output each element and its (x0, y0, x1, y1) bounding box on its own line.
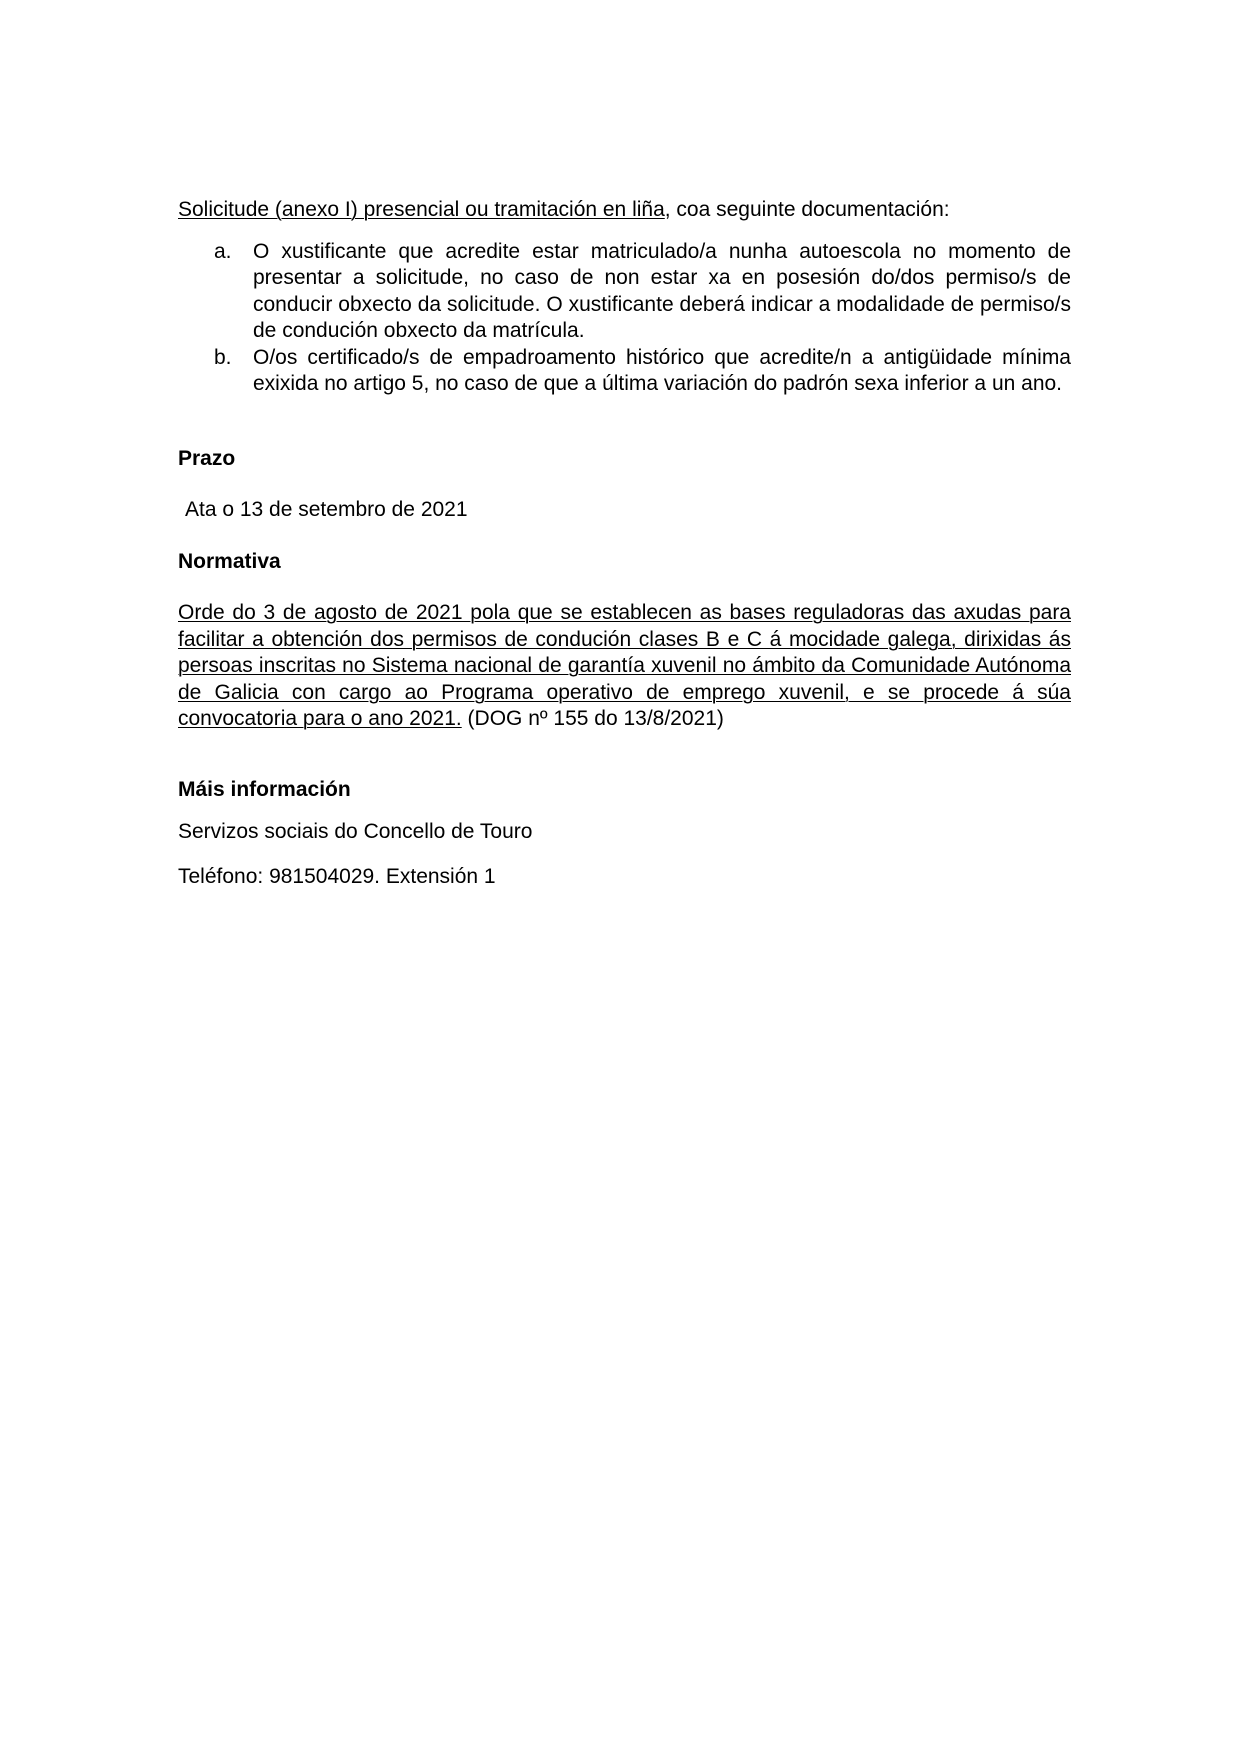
normativa-link[interactable]: Orde do 3 de agosto de 2021 pola que se establecen as bases reguladoras das axudas para facilitar a obtención dos permisos de condución clases B e C á mocidade galega, dirixidas ás persoas inscritas no Sistema nacional de garantía xuvenil no ámbito da Comunidade Autónoma de Galicia con cargo ao Programa operativo de emprego xuvenil, e se procede á súa convocatoria para o ano 2021. (178, 601, 1071, 730)
list-item-text: O/os certificado/s de empadroamento histórico que acredite/n a antigüidade mínima exixida no artigo 5, no caso de que a última variación do padrón sexa inferior a un ano. (253, 345, 1071, 395)
list-marker: b. (214, 345, 232, 369)
application-form-link[interactable]: Solicitude (anexo I) presencial ou tramitación en liña (178, 198, 665, 221)
contact-office: Servizos sociais do Concello de Touro (178, 820, 533, 843)
normativa-paragraph (178, 600, 1071, 733)
prazo-heading: Prazo (178, 446, 236, 470)
requirements-list (178, 239, 1071, 398)
intro-paragraph (178, 197, 1071, 224)
normativa-reference: (DOG nº 155 do 13/8/2021) (461, 707, 724, 730)
list-item (178, 239, 1071, 345)
intro-text: , coa seguinte documentación: (664, 198, 950, 221)
list-marker: a. (214, 239, 232, 263)
normativa-heading: Normativa (178, 549, 281, 573)
prazo-value: Ata o 13 de setembro de 2021 (185, 498, 468, 521)
contact-phone: Teléfono: 981504029. Extensión 1 (178, 864, 496, 888)
list-item (178, 345, 1071, 398)
document-page (178, 197, 1071, 890)
list-item-text: O xustificante que acredite estar matriculado/a nunha autoescola no momento de presentar a solicitude, no caso de non estar xa en posesión do/dos permiso/s de conducir obxecto da solicitude. O xustificante deberá indicar a modalidade de permiso/s de condución obxecto da matrícula. (253, 239, 1071, 342)
mais-informacion-heading: Máis información (178, 777, 351, 801)
